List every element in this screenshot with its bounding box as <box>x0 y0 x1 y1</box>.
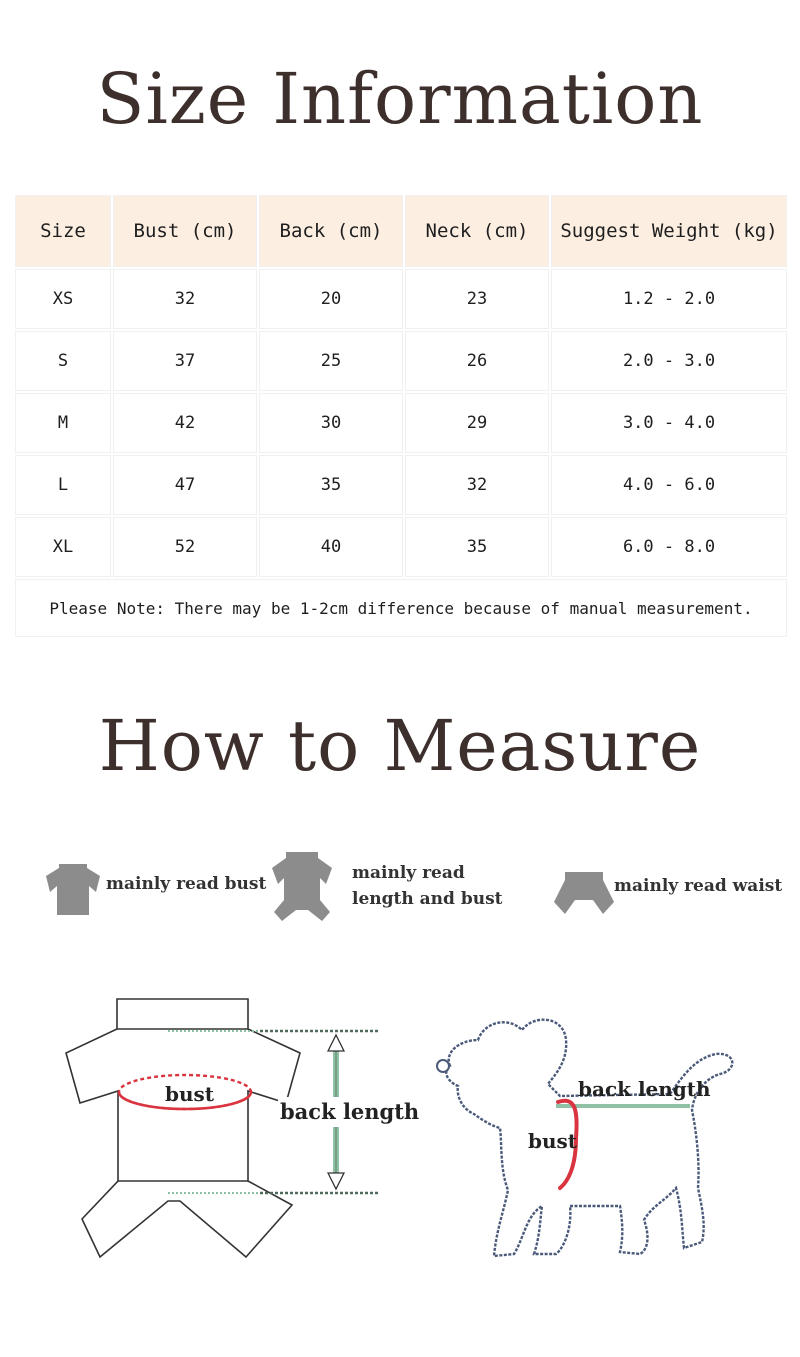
legend-waist-label: mainly read waist <box>614 876 783 896</box>
cell-size: S <box>15 331 111 391</box>
size-information-title: Size Information <box>96 58 704 140</box>
legend-bust-label: mainly read bust <box>106 874 267 894</box>
header-neck: Neck (cm) <box>405 195 549 267</box>
cell-back: 40 <box>259 517 403 577</box>
table-note-row <box>15 579 787 637</box>
jumpsuit-icon <box>270 850 334 922</box>
table-row <box>15 269 787 329</box>
table-row <box>15 517 787 577</box>
tshirt-icon <box>45 862 101 916</box>
cell-bust: 37 <box>113 331 257 391</box>
cell-neck: 32 <box>405 455 549 515</box>
cell-bust: 42 <box>113 393 257 453</box>
cell-back: 20 <box>259 269 403 329</box>
cell-neck: 26 <box>405 331 549 391</box>
cell-neck: 29 <box>405 393 549 453</box>
dog-back-length-label: back length <box>578 1077 711 1101</box>
cell-back: 35 <box>259 455 403 515</box>
measurement-note: Please Note: There may be 1-2cm difference because of manual measurement. <box>15 579 787 637</box>
dog-bust-label: bust <box>528 1129 578 1153</box>
cell-neck: 23 <box>405 269 549 329</box>
table-header-row <box>15 195 787 267</box>
garment-outline <box>66 999 300 1257</box>
header-bust: Bust (cm) <box>113 195 257 267</box>
garment-back-length-label: back length <box>280 1099 420 1124</box>
dog-diagram <box>430 1010 750 1270</box>
cell-back: 30 <box>259 393 403 453</box>
legend-length-bust-label-line2: length and bust <box>352 889 503 909</box>
cell-size: XS <box>15 269 111 329</box>
header-weight: Suggest Weight (kg) <box>551 195 787 267</box>
dog-outline <box>446 1020 732 1256</box>
cell-weight: 4.0 - 6.0 <box>551 455 787 515</box>
legend-length-bust-label-line1: mainly read <box>352 863 465 883</box>
cell-bust: 32 <box>113 269 257 329</box>
cell-weight: 6.0 - 8.0 <box>551 517 787 577</box>
cell-back: 25 <box>259 331 403 391</box>
cell-weight: 3.0 - 4.0 <box>551 393 787 453</box>
size-table <box>13 193 789 639</box>
table-row <box>15 331 787 391</box>
waist-garment-icon <box>553 870 615 916</box>
cell-weight: 2.0 - 3.0 <box>551 331 787 391</box>
cell-size: XL <box>15 517 111 577</box>
header-back: Back (cm) <box>259 195 403 267</box>
garment-bust-label: bust <box>165 1082 215 1106</box>
garment-diagram <box>60 995 420 1265</box>
cell-size: M <box>15 393 111 453</box>
how-to-measure-title: How to Measure <box>98 705 702 787</box>
table-row <box>15 393 787 453</box>
cell-neck: 35 <box>405 517 549 577</box>
cell-weight: 1.2 - 2.0 <box>551 269 787 329</box>
cell-size: L <box>15 455 111 515</box>
table-row <box>15 455 787 515</box>
header-size: Size <box>15 195 111 267</box>
cell-bust: 47 <box>113 455 257 515</box>
cell-bust: 52 <box>113 517 257 577</box>
